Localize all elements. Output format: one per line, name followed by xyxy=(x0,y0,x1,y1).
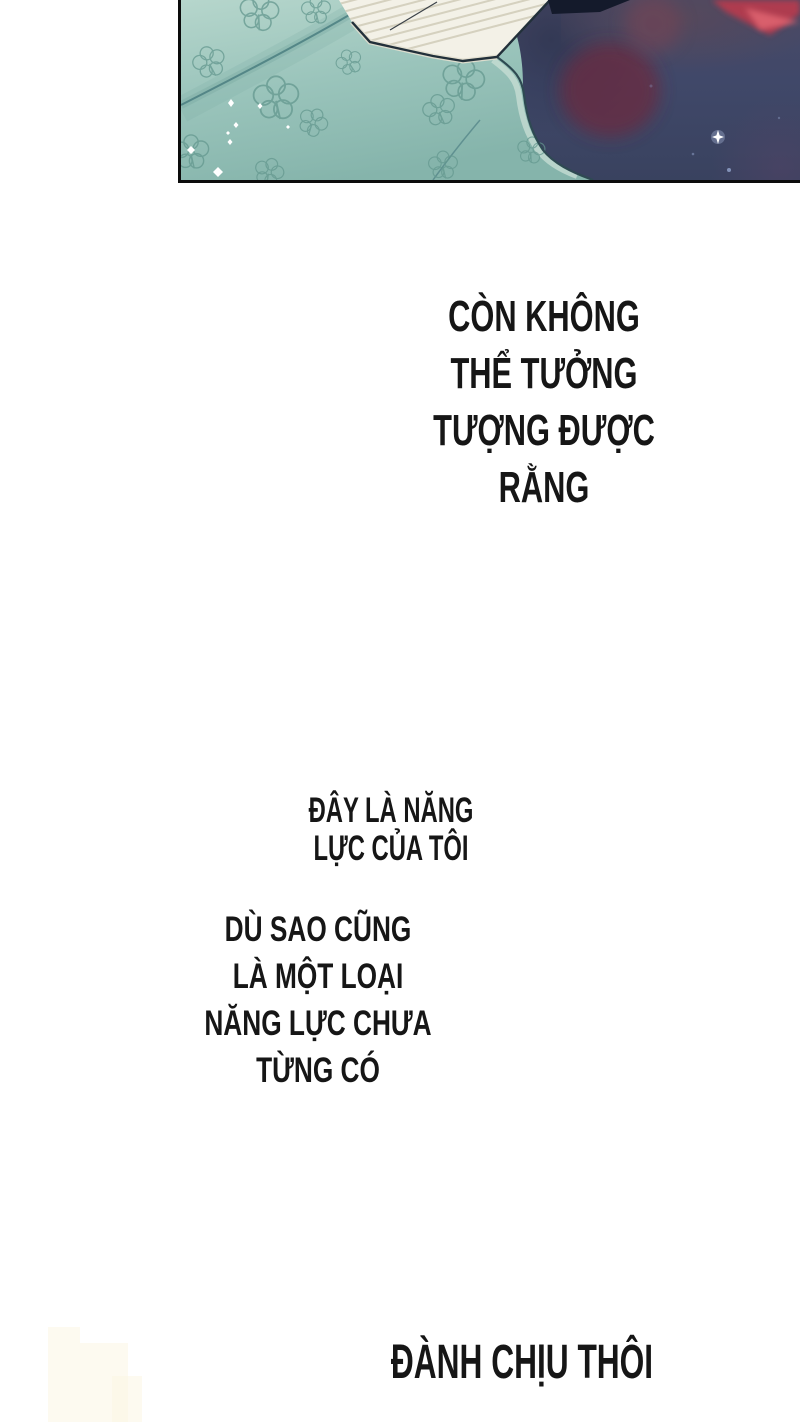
caption-line: THỂ TƯỞNG xyxy=(450,349,638,398)
red-bokeh xyxy=(560,43,660,137)
caption-block-4 xyxy=(357,1337,687,1389)
caption-line: LỰC CỦA TÔI xyxy=(313,829,469,868)
caption-block-1 xyxy=(369,288,719,516)
caption-line: DÙ SAO CŨNG xyxy=(224,910,412,949)
caption-line: ĐÂY LÀ NĂNG xyxy=(308,791,474,830)
comic-panel-image xyxy=(178,0,800,183)
caption-block-3 xyxy=(131,906,506,1094)
caption-line: TỪNG CÓ xyxy=(256,1051,380,1090)
caption-line: NĂNG LỰC CHƯA xyxy=(204,1004,432,1043)
caption-line: TƯỢNG ĐƯỢC xyxy=(433,406,655,455)
caption-line: ĐÀNH CHỊU THÔI xyxy=(390,1336,654,1389)
caption-block-2 xyxy=(221,792,561,868)
faint-cream-shape-part xyxy=(48,1327,80,1422)
panel-artwork xyxy=(181,0,800,180)
faint-cream-shape-part xyxy=(112,1376,142,1422)
caption-line: CÒN KHÔNG xyxy=(448,292,640,341)
caption-line: RẰNG xyxy=(498,463,590,512)
caption-line: LÀ MỘT LOẠI xyxy=(232,957,404,996)
